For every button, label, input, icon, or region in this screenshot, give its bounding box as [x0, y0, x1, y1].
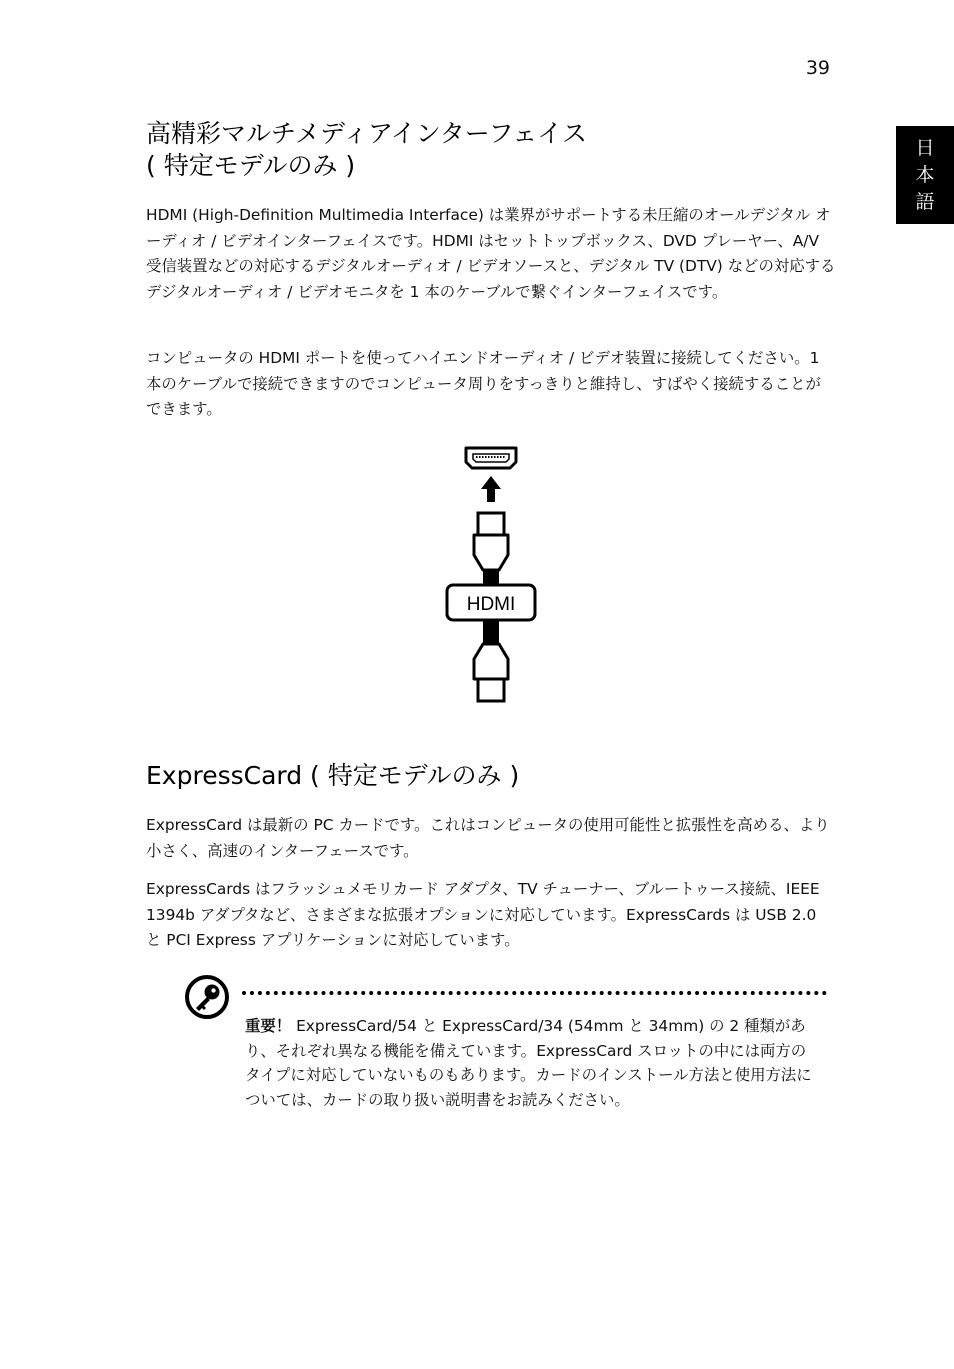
hdmi-paragraph-1: HDMI (High-Definition Multimedia Interface) は業界がサポートする未圧縮のオールデジタル オーディオ / ビデオインターフェイスです。HDMI はセットトップボックス、DVD プレーヤー、A/V 受信装置などの対応するデジタルオーディオ / ビデオソースと、デジタル TV (DTV) などの対応するデジタルオーディオ / ビデオモニタを 1 本のケーブルで繋ぐインターフェイスです。: [146, 206, 836, 301]
language-tab-char: 語: [915, 190, 935, 213]
hdmi-title-line1: 高精彩マルチメディアインターフェイス: [146, 119, 588, 148]
hdmi-connector-illustration: [436, 440, 546, 710]
hdmi-figure-label: HDMI: [466, 594, 516, 615]
page-number: 39: [805, 57, 830, 79]
arrow-up-icon: [481, 476, 501, 502]
expresscard-section-title: ExpressCard ( 特定モデルのみ ): [146, 761, 520, 790]
important-note-text: ExpressCard/54 と ExpressCard/34 (54mm と 34mm) の 2 種類があり、それぞれ異なる機能を備えています。ExpressCard スロットの中には両方のタイプに対応していないものもあります。カードのインストール方法と使用方法については、カードの取り扱い説明書をお読みください。: [245, 1017, 812, 1109]
language-tab-char: 日: [915, 136, 935, 159]
hdmi-title-line2: ( 特定モデルのみ ): [146, 151, 356, 180]
important-label: 重要！: [245, 1017, 292, 1035]
expresscard-paragraph-2: ExpressCards はフラッシュメモリカード アダプタ、TV チューナー、ブルートゥース接続、IEEE 1394b アダプタなど、さまざまな拡張オプションに対応しています。ExpressCards は USB 2.0 と PCI Express アプリケーションに対応しています。: [146, 880, 820, 950]
language-tab-char: 本: [915, 163, 935, 186]
hdmi-section-title: [146, 118, 587, 182]
important-note: [245, 1014, 815, 1112]
expresscard-paragraph-1: ExpressCard は最新の PC カードです。これはコンピュータの使用可能性と拡張性を高める、より小さく、高速のインターフェースです。: [146, 816, 830, 860]
hdmi-paragraph-2: コンピュータの HDMI ポートを使ってハイエンドオーディオ / ビデオ装置に接続してください。1 本のケーブルで接続できますのでコンピュータ周りをすっきりと維持し、すばやく接続することができます。: [146, 349, 821, 419]
note-divider: [242, 991, 827, 995]
key-icon: [184, 974, 230, 1020]
hdmi-port-icon: [466, 448, 516, 468]
language-tab: [896, 126, 954, 224]
